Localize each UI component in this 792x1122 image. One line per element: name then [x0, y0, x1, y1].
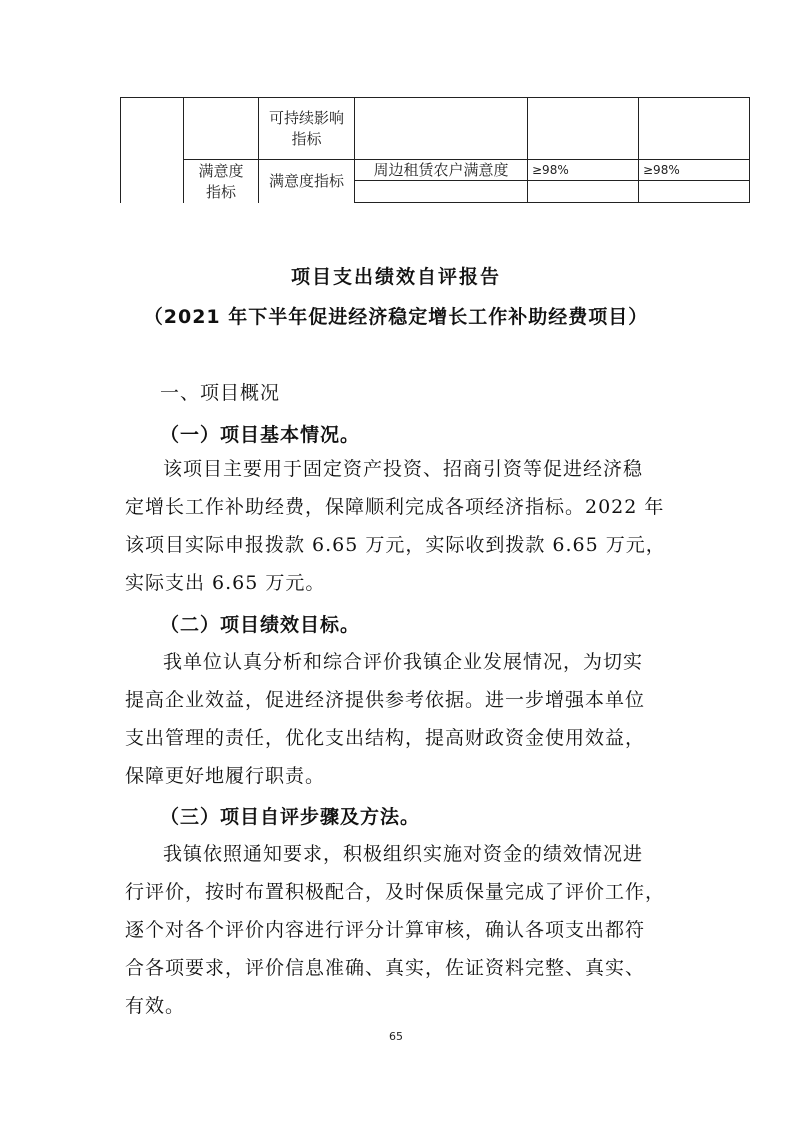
section-overview-heading: 一、项目概况: [160, 382, 281, 404]
report-subtitle: （2021 年下半年促进经济稳定增长工作补助经费项目）: [143, 306, 649, 328]
table-cell-tenant-satisfaction: 周边租赁农户满意度: [373, 160, 509, 179]
indicator-table-fragment: [120, 97, 750, 203]
report-title: 项目支出绩效自评报告: [290, 266, 501, 288]
subsection-evaluation-method-heading: （三）项目自评步骤及方法。: [160, 806, 421, 828]
table-cell-satisfaction-category: 满意度 指标: [198, 161, 244, 201]
page-number: 65: [389, 1030, 403, 1043]
paragraph-performance-goal: 我单位认真分析和综合评价我镇企业发展情况，为切实 提高企业效益，促进经济提供参考依据。进一步增强本单位 支出管理的责任，优化支出结构，提高财政资金使用效益， 保障更好地履行职责。: [125, 651, 646, 787]
table-cell-target-value: ≥98%: [532, 162, 569, 177]
paragraph-basic-info: 该项目主要用于固定资产投资、招商引资等促进经济稳 定增长工作补助经费，保障顺利完成各项经济指标。2022 年 该项目实际申报拨款 6.65 万元，实际收到拨款 6.65 万元， 实际支出 6.65 万元。: [125, 458, 666, 594]
paragraph-evaluation-method: 我镇依照通知要求，积极组织实施对资金的绩效情况进 行评价，按时布置积极配合，及时保质保量完成了评价工作， 逐个对各个评价内容进行评分计算审核，确认各项支出都符 合各项要求，评价信息准确、真实，佐证资料完整、真实、 有效。: [125, 843, 666, 1017]
table-cell-satisfaction-indicator: 满意度指标: [268, 172, 344, 190]
subsection-basic-info-heading: （一）项目基本情况。: [160, 424, 361, 446]
subsection-performance-goal-heading: （二）项目绩效目标。: [160, 614, 361, 636]
table-cell-sustainable-indicator: 可持续影响 指标: [268, 109, 344, 148]
table-cell-actual-value: ≥98%: [643, 162, 680, 177]
